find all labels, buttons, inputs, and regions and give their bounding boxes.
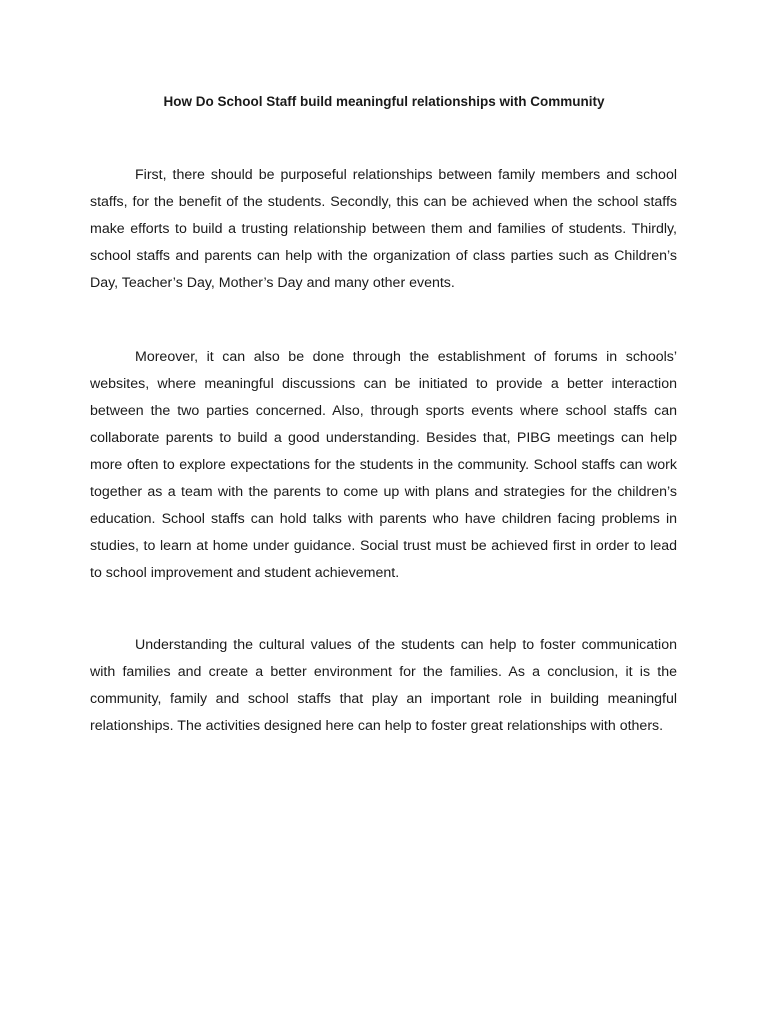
paragraph-2: Moreover, it can also be done through the establishment of forums in schools’ websites, where meaningful discussions can be initiated to provide a better interaction between the two parties concerned. Also, through sports events where school staffs can collaborate parents to build a good understanding. Besides that, PIBG meetings can help more often to explore expectations for the students in the community. School staffs can work together as a team with the parents to come up with plans and strategies for the children’s education. School staffs can hold talks with parents who have children facing problems in studies, to learn at home under guidance. Social trust must be achieved first in order to lead to school improvement and student achievement. [90,349,677,581]
paragraph-3: Understanding the cultural values of the students can help to foster communication with families and create a better environment for the families. As a conclusion, it is the community, family and school staffs that play an important role in building meaningful relationships. The activities designed here can help to foster great relationships with others. [90,637,677,734]
paragraph-1: First, there should be purposeful relationships between family members and school staffs, for the benefit of the students. Secondly, this can be achieved when the school staffs make efforts to build a trusting relationship between them and families of students. Thirdly, school staffs and parents can help with the organization of class parties such as Children’s Day, Teacher’s Day, Mother’s Day and many other events. [90,167,677,291]
document-title: How Do School Staff build meaningful relationships with Community [163,94,605,109]
